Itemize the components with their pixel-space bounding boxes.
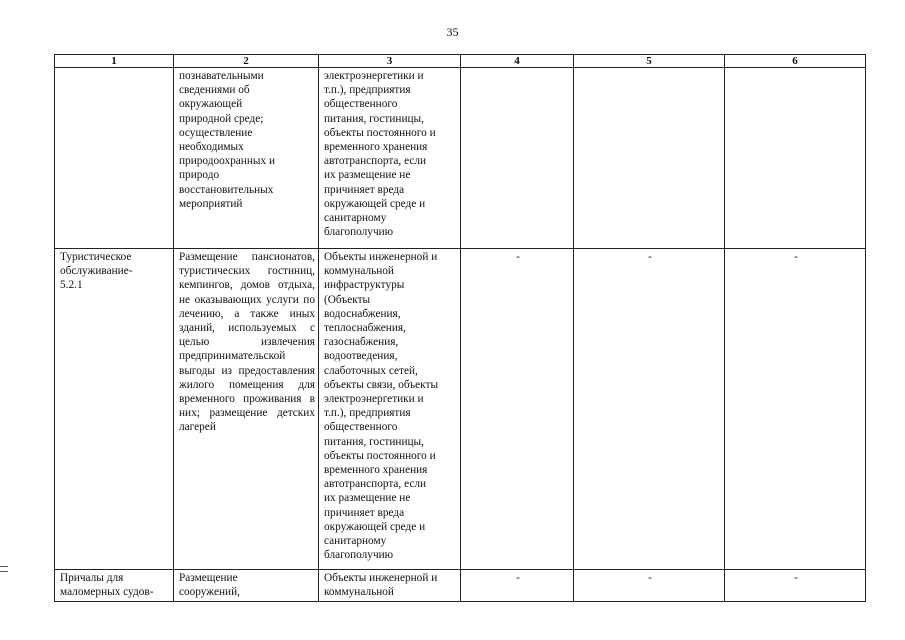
header-cell-3: 3 [319,55,461,68]
cell-col6 [725,68,866,249]
cell-col5: - [574,249,725,570]
cell-use-type [55,68,174,249]
cell-col6: - [725,249,866,570]
cell-description: Размещение сооружений, [174,570,319,602]
cell-allowed-objects: Объекты инженерной и коммунальной [319,570,461,602]
table-row [55,570,866,602]
cell-col4: - [461,570,574,602]
header-cell-4: 4 [461,55,574,68]
cell-allowed-objects: электроэнергетики и т.п.), предприятия общественного питания, гостиницы, объекты постоянного и временного хранения автотранспорта, если их размещение не причиняет вреда окружающей среде и санитарному благополучию [319,68,461,249]
cell-col5 [574,68,725,249]
page-number: 35 [446,25,459,39]
cell-col6: - [725,570,866,602]
header-cell-1: 1 [55,55,174,68]
margin-scan-mark [0,566,8,572]
cell-description: Размещение пансионатов, туристических гостиниц, кемпингов, домов отдыха, не оказывающих услуги по лечению, а также иных зданий, используемых с целью извлечения предпринимательской выгоды из предоставления жилого помещения для временного проживания в них; размещение детских лагерей [174,249,319,570]
cell-use-type: Туристическое обслуживание- 5.2.1 [55,249,174,570]
header-cell-2: 2 [174,55,319,68]
cell-col4: - [461,249,574,570]
cell-col5: - [574,570,725,602]
cell-use-type: Причалы для маломерных судов- [55,570,174,602]
header-cell-5: 5 [574,55,725,68]
land-use-table [54,54,866,602]
header-cell-6: 6 [725,55,866,68]
cell-description: познавательными сведениями об окружающей природной среде; осуществление необходимых природоохранных и природо восстановительных мероприятий [174,68,319,249]
header-row [55,55,866,68]
table-row [55,249,866,570]
cell-col4 [461,68,574,249]
cell-allowed-objects: Объекты инженерной и коммунальной инфраструктуры (Объекты водоснабжения, теплоснабжения, газоснабжения, водоотведения, слаботочных сетей, объекты связи, объекты электроэнергетики и т.п.), предприятия общественного питания, гостиницы, объекты постоянного и временного хранения автотранспорта, если их размещение не причиняет вреда окружающей среде и санитарному благополучию [319,249,461,570]
table-row [55,68,866,249]
